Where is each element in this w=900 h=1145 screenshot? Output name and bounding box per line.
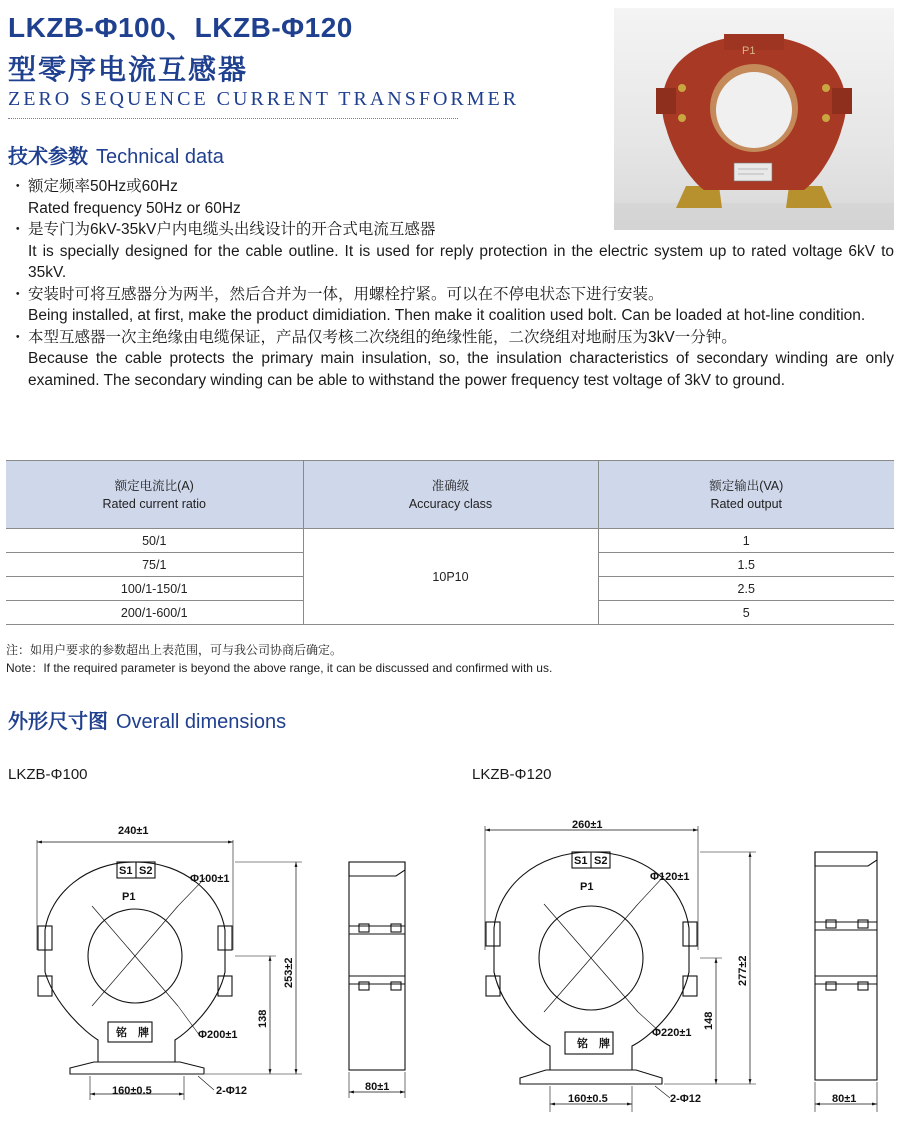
title-divider <box>8 118 458 119</box>
side-view-phi100 <box>349 862 405 1098</box>
dimensions-heading <box>8 705 286 734</box>
terminal-s2-label: S2 <box>139 865 153 877</box>
primary-p1-label: P1 <box>122 891 136 903</box>
primary-p1-label: P1 <box>580 881 594 893</box>
list-item <box>8 176 894 219</box>
bullet-marker: ・ <box>10 285 26 303</box>
product-en-title: ZERO SEQUENCE CURRENT TRANSFORMER <box>8 88 520 110</box>
output-cell: 2.5 <box>598 577 894 601</box>
header-en: Rated output <box>710 496 783 511</box>
header-cn: 额定输出(VA) <box>709 478 784 493</box>
dim-base-phi100: 160±0.5 <box>112 1085 152 1097</box>
bullet-marker: ・ <box>10 221 26 238</box>
dim-height-phi100: 253±2 <box>283 957 295 988</box>
dim-base-phi120: 160±0.5 <box>568 1093 608 1105</box>
dimensions-en: Overall dimensions <box>116 711 287 733</box>
terminal-s1-label: S1 <box>119 865 133 877</box>
dim-depth-phi120: 80±1 <box>832 1093 857 1105</box>
bullet-cn-text: 本型互感器一次主绝缘由电缆保证，产品仅考核二次绕组的绝缘性能，二次绕组对地耐压为3kV一分钟。 <box>28 328 737 346</box>
front-view-phi100 <box>37 840 302 1100</box>
bullet-marker: ・ <box>10 328 26 346</box>
dimensions-cn: 外形尺寸图 <box>8 711 108 733</box>
list-item <box>8 219 894 284</box>
table-header-row <box>6 461 894 529</box>
model-label-phi120: LKZB-Φ120 <box>472 766 552 783</box>
technical-data-list <box>8 176 894 391</box>
nameplate-label: 铭 牌 <box>116 1027 149 1039</box>
product-model-title: LKZB-Φ100、LKZB-Φ120 <box>8 12 353 43</box>
dim-width-phi120: 260±1 <box>572 819 603 831</box>
dim-center-phi120: 148 <box>703 1011 715 1030</box>
list-item <box>8 284 894 327</box>
ratio-cell: 100/1-150/1 <box>6 577 303 601</box>
dim-outer-dia-phi100: Φ200±1 <box>198 1029 238 1041</box>
dim-holes-phi100: 2-Φ12 <box>216 1085 248 1097</box>
output-cell: 1 <box>598 529 894 553</box>
header-en: Rated current ratio <box>102 496 207 511</box>
terminal-s1-label: S1 <box>574 855 588 867</box>
dim-inner-dia-phi120: Φ120±1 <box>650 871 690 883</box>
list-item <box>8 327 894 392</box>
dim-outer-dia-phi120: Φ220±1 <box>652 1027 692 1039</box>
photo-p1-label: P1 <box>742 45 756 57</box>
ratio-cell: 200/1-600/1 <box>6 601 303 625</box>
bullet-cn-text: 安装时可将互感器分为两半，然后合并为一体，用螺栓拧紧。可以在不停电状态下进行安装。 <box>28 285 664 303</box>
output-cell: 5 <box>598 601 894 625</box>
dim-center-phi100: 138 <box>257 1009 269 1028</box>
dim-height-phi120: 277±2 <box>737 955 749 986</box>
technical-data-heading <box>8 140 224 169</box>
header-cn: 准确级 <box>431 478 470 493</box>
note-en: Note：If the required parameter is beyond the above range, it can be discussed and confirmed with us. <box>6 661 553 675</box>
bullet-en-text: Being installed, at first, make the product dimidiation. Then make it coalition used bolt. Can be loaded at hot-line condition. <box>28 307 866 324</box>
bullet-cn-text: 额定频率50Hz或60Hz <box>28 178 178 195</box>
front-view-phi120 <box>485 826 756 1112</box>
header-rated-output <box>598 461 894 529</box>
model-label-phi100: LKZB-Φ100 <box>8 766 88 783</box>
table-row <box>6 529 894 553</box>
dimension-drawings <box>0 800 900 1140</box>
dim-inner-dia-phi100: Φ100±1 <box>190 873 230 885</box>
header-en: Accuracy class <box>408 496 493 511</box>
side-view-phi120 <box>815 852 877 1112</box>
dim-width-phi100: 240±1 <box>118 825 149 837</box>
note-cn: 注：如用户要求的参数超出上表范围，可与我公司协商后确定。 <box>6 643 343 657</box>
rating-table <box>6 460 894 625</box>
dim-holes-phi120: 2-Φ12 <box>670 1093 702 1105</box>
bullet-cn-text: 是专门为6kV-35kV户内电缆头出线设计的开合式电流互感器 <box>28 221 436 238</box>
bullet-en-text: Rated frequency 50Hz or 60Hz <box>28 199 241 217</box>
accuracy-cell: 10P10 <box>303 529 598 625</box>
terminal-s2-label: S2 <box>594 855 608 867</box>
technical-data-cn: 技术参数 <box>8 146 88 168</box>
bullet-en-text: It is specially designed for the cable outline. It is used for reply protection in the electric system up to rated voltage 6kV to 35kV. <box>28 242 894 281</box>
ratio-cell: 50/1 <box>6 529 303 553</box>
ratio-cell: 75/1 <box>6 553 303 577</box>
product-cn-title: 型零序电流互感器 <box>8 54 249 85</box>
nameplate-label: 铭 牌 <box>577 1038 610 1050</box>
output-cell: 1.5 <box>598 553 894 577</box>
header-cn: 额定电流比(A) <box>114 478 194 493</box>
header-accuracy-class <box>303 461 598 529</box>
dim-depth-phi100: 80±1 <box>365 1081 390 1093</box>
technical-data-en: Technical data <box>96 146 224 168</box>
bullet-en-text: Because the cable protects the primary main insulation, so, the insulation characteristics of secondary winding are only examined. The secondary winding can be able to withstand the power frequency test voltage of 3kV to ground. <box>28 350 894 389</box>
header-current-ratio <box>6 461 303 529</box>
bullet-marker: ・ <box>10 178 26 195</box>
